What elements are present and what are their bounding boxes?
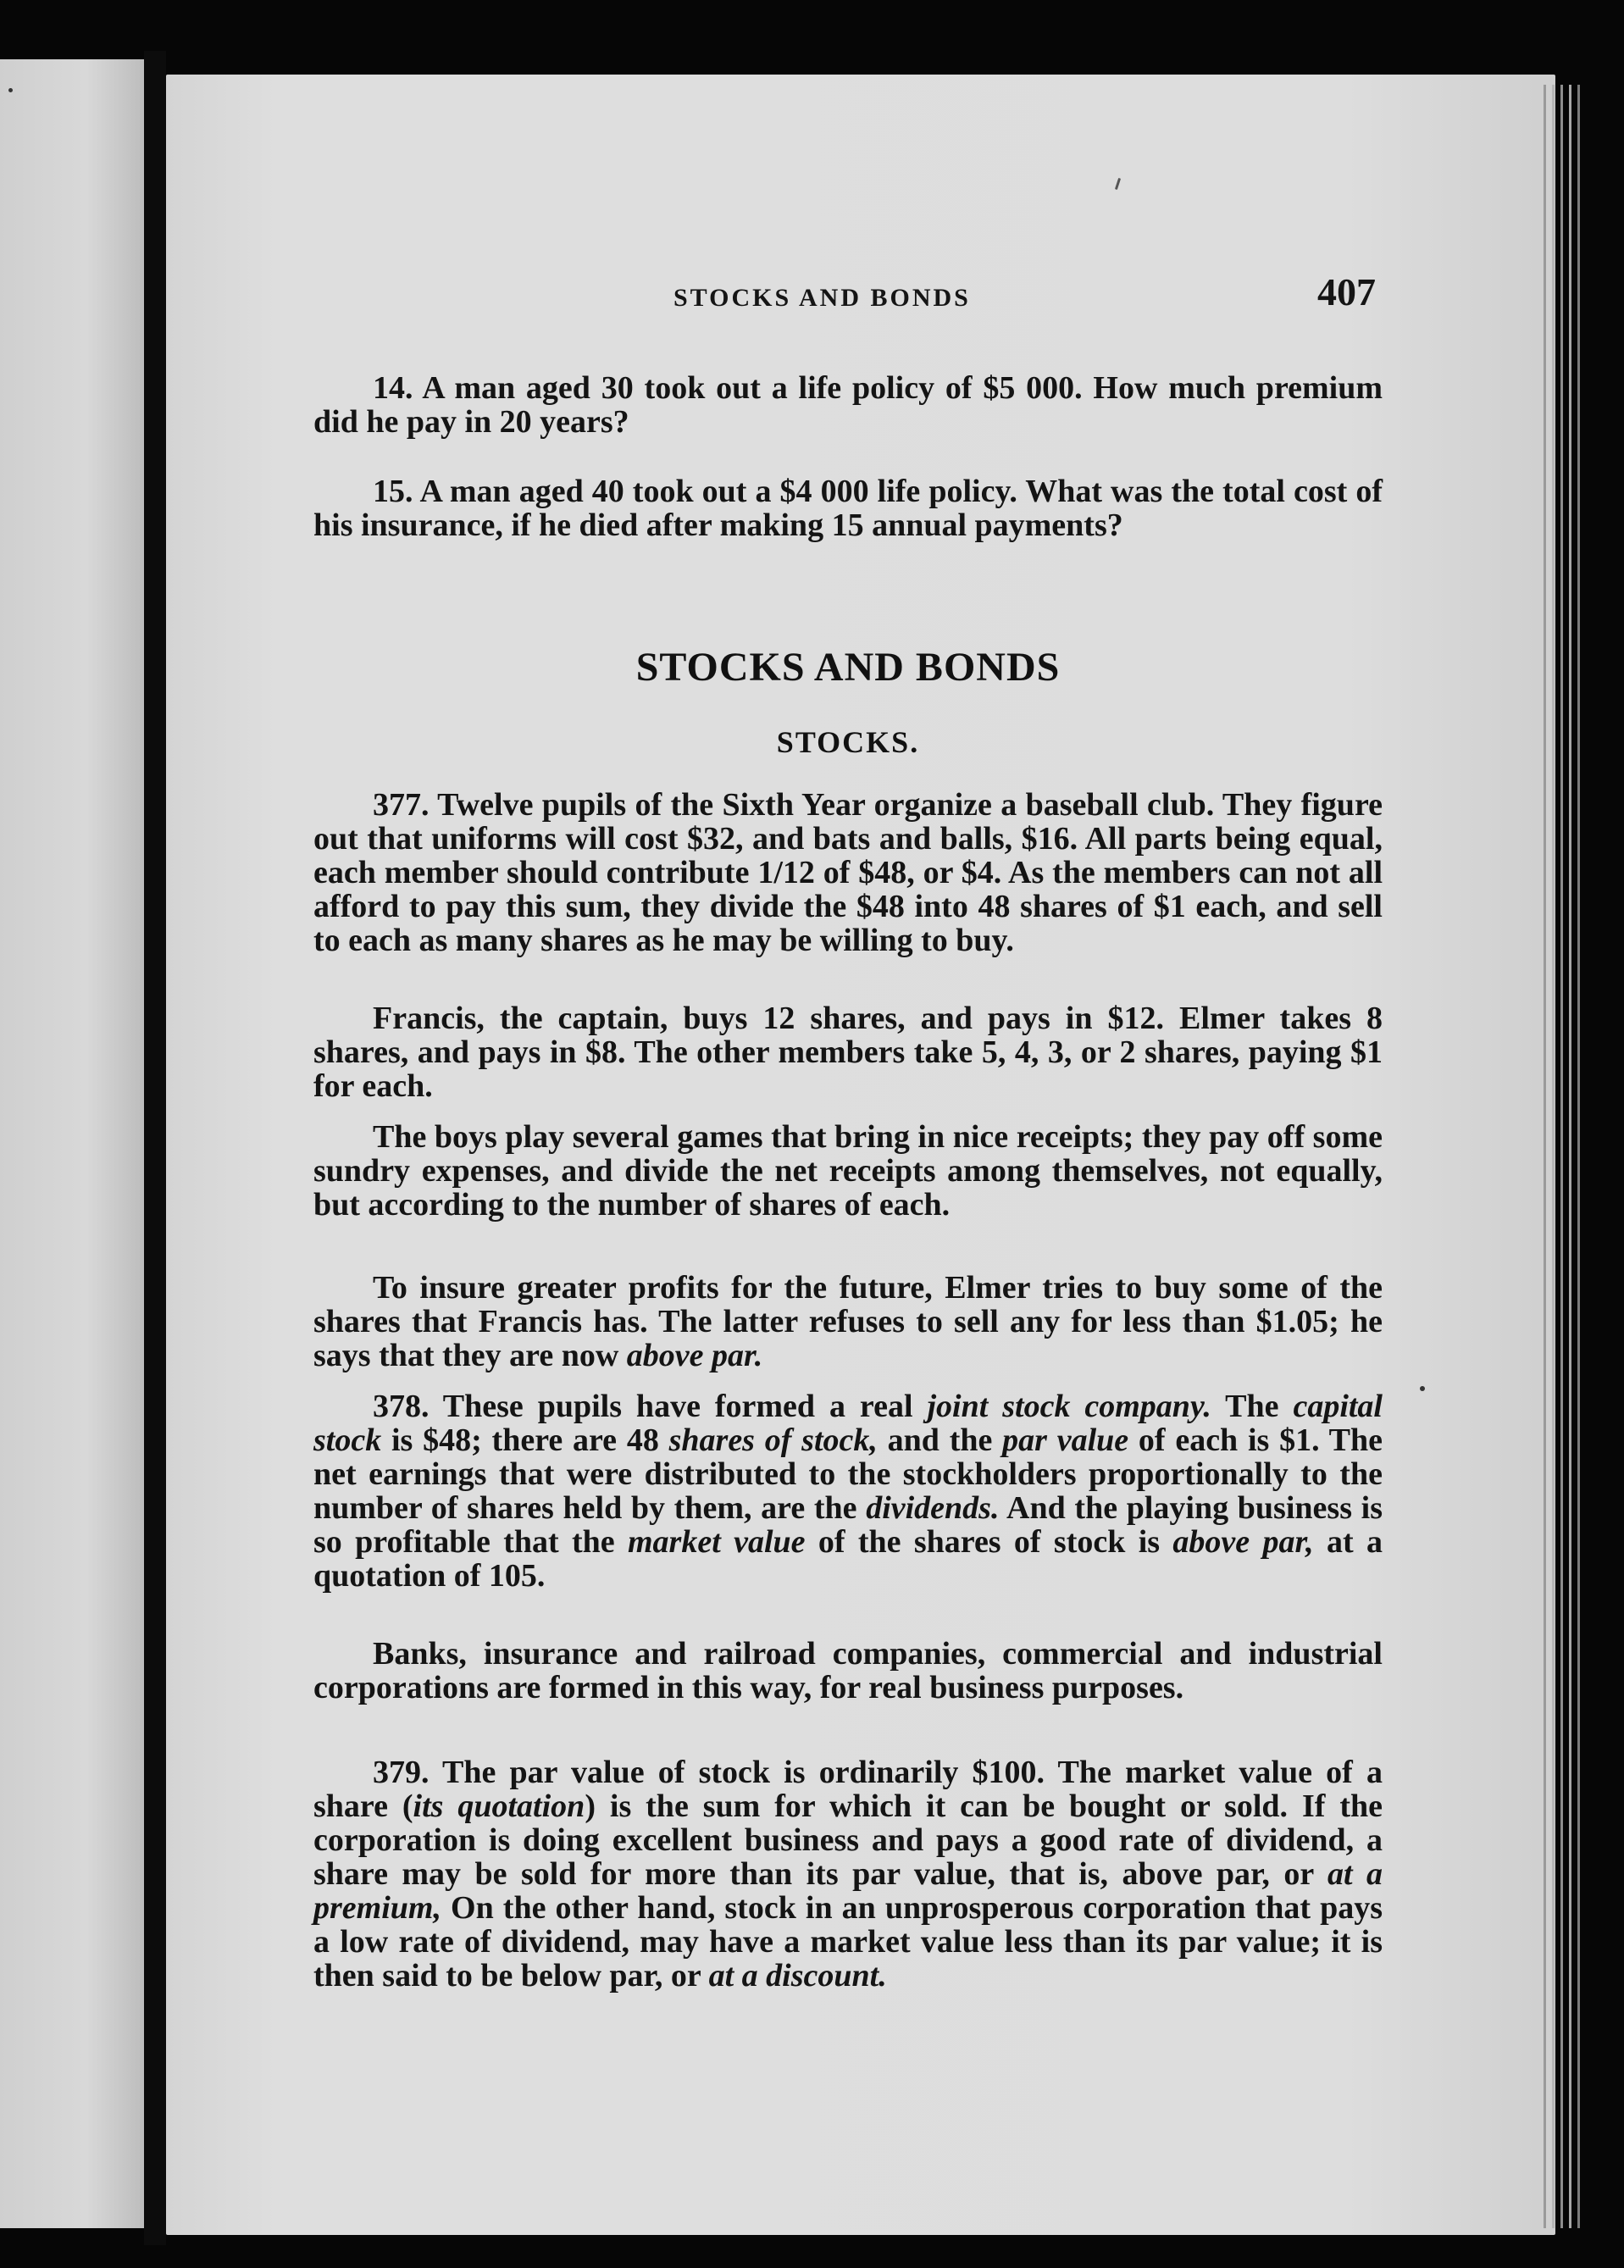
scan-speck xyxy=(8,88,13,92)
previous-page-edge xyxy=(0,59,144,2228)
emphasis-its-quotation: its quotation xyxy=(413,1788,585,1824)
paragraph-text: of each is $1. The net earnings that were distributed to the stockholders proportionally to the number of shares held by them, are the xyxy=(313,1422,1383,1526)
paragraph-text: is $48; there are 48 xyxy=(381,1422,669,1458)
section-subtitle: STOCKS. xyxy=(776,725,920,759)
paragraph-text: at a quotation of 105. xyxy=(313,1524,1383,1594)
section-title: STOCKS AND BONDS xyxy=(635,645,1061,690)
paragraph-text: 379. The par value of stock is ordinarily $100. The market value of a share ( xyxy=(313,1755,1383,1824)
emphasis-joint-stock: joint stock company. xyxy=(927,1389,1211,1424)
paragraph-378-banks: Banks, insurance and railroad companies, commercial and industrial corporations are formed in this way, for real business purposes. xyxy=(313,1636,1383,1705)
emphasis-shares-of-stock: shares of stock, xyxy=(668,1422,878,1458)
emphasis-market-value: market value xyxy=(627,1524,806,1560)
paragraph-text: of the shares of stock is xyxy=(805,1524,1173,1560)
paragraph-text: ) is the sum for which it can be bought or sold. If the corporation is doing excellent business and pays a good rate of dividend, a share may be sold for more than its par value, that is, above par, or xyxy=(313,1788,1383,1892)
paragraph-text: and the xyxy=(877,1422,1003,1458)
book-gutter xyxy=(144,51,166,2245)
paragraph-text: To insure greater profits for the future, Elmer tries to buy some of the shares that Francis has. The latter refuses to sell any for less than $1.05; he says that they are now xyxy=(313,1270,1383,1373)
paragraph-377-elmer xyxy=(313,1271,1383,1372)
page-edges xyxy=(1542,85,1584,2228)
emphasis-above-par: above par. xyxy=(626,1338,763,1373)
emphasis-par-value: par value xyxy=(1002,1422,1129,1458)
paragraph-text: The xyxy=(1211,1389,1294,1424)
problem-15: 15. A man aged 40 took out a $4 000 life policy. What was the total cost of his insurance, if he died after making 15 annual payments? xyxy=(313,474,1383,543)
paragraph-text: And the playing business is so profitable that the xyxy=(313,1490,1383,1560)
page-number: 407 xyxy=(1317,270,1376,313)
emphasis-at-a-discount: at a discount. xyxy=(708,1958,887,1994)
emphasis-above-par: above par, xyxy=(1172,1524,1314,1560)
paragraph-377: 377. Twelve pupils of the Sixth Year organize a baseball club. They figure out that uniforms will cost $32, and bats and balls, $16. All parts being equal, each member should contribute 1/12 of $48, or $4. As the members can not all afford to pay this sum, they divide the $48 into 48 shares of $1 each, and sell to each as many shares as he may be willing to buy. xyxy=(313,787,1383,958)
paragraph-377-francis: Francis, the captain, buys 12 shares, and pays in $12. Elmer takes 8 shares, and pays in $8. The other members take 5, 4, 3, or 2 shares, paying $1 for each. xyxy=(313,1001,1383,1104)
paragraph-378 xyxy=(313,1389,1383,1593)
emphasis-at-a-premium: at a premium, xyxy=(313,1856,1383,1926)
paragraph-text: On the other hand, stock in an unprosperous corporation that pays a low rate of dividend, may have a market value less than its par value; it is then said to be below par, or xyxy=(313,1890,1383,1994)
emphasis-capital-stock: capital stock xyxy=(313,1389,1383,1458)
paragraph-379 xyxy=(313,1755,1383,1993)
paragraph-377-games: The boys play several games that bring in nice receipts; they pay off some sundry expenses, and divide the net receipts among themselves, not equally, but according to the number of shares of each. xyxy=(313,1119,1383,1223)
scan-speck xyxy=(1420,1386,1425,1391)
paragraph-text: 378. These pupils have formed a real xyxy=(373,1389,928,1424)
running-head: STOCKS AND BONDS xyxy=(673,284,971,312)
problem-14: 14. A man aged 30 took out a life policy of $5 000. How much premium did he pay in 20 years? xyxy=(313,370,1383,440)
emphasis-dividends: dividends. xyxy=(866,1490,1000,1526)
